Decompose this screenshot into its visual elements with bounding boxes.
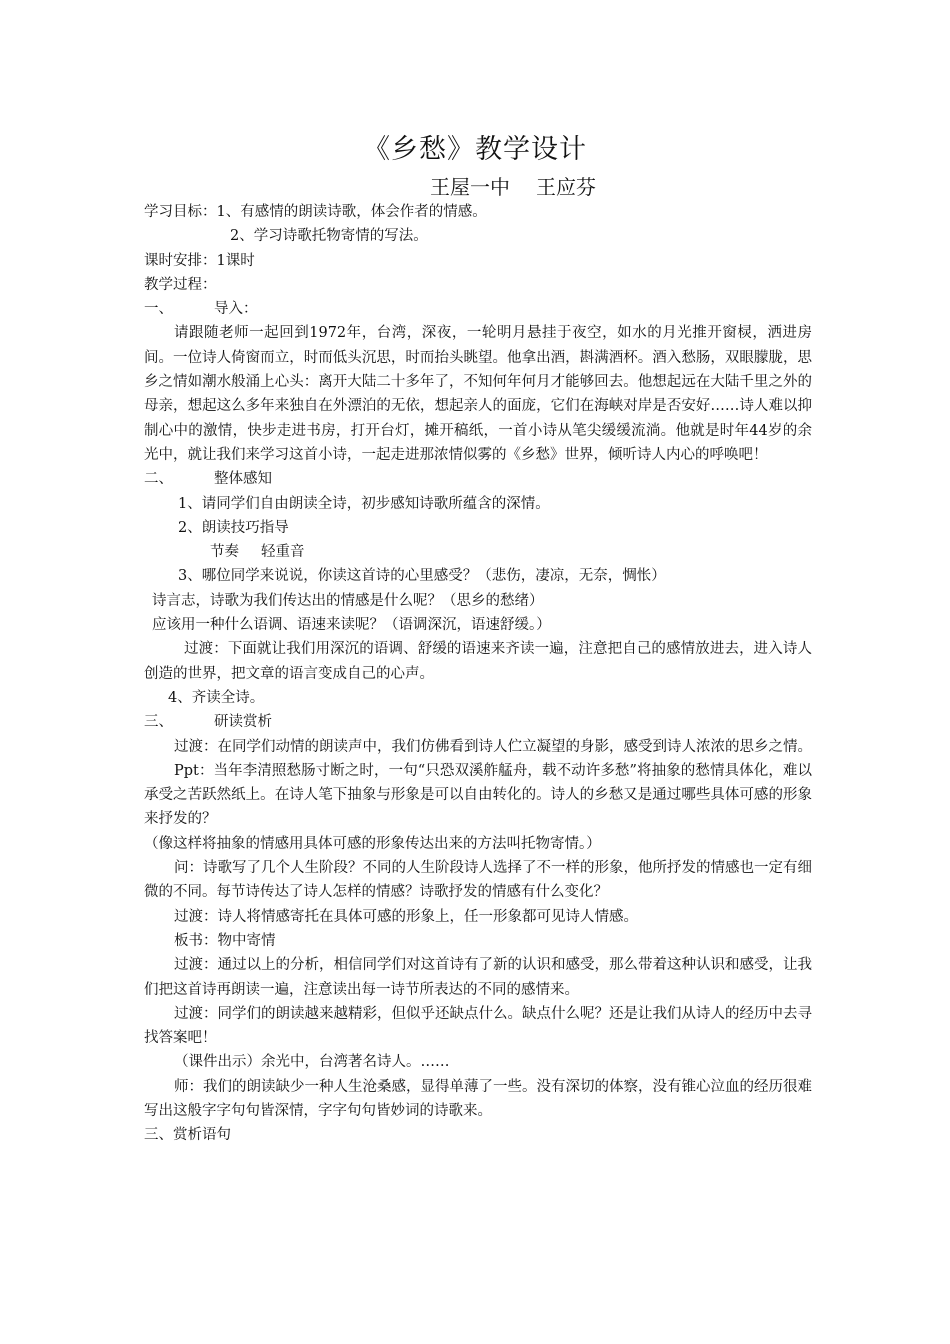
sec2-question-emotion: 诗言志，诗歌为我们传达出的情感是什么呢？（思乡的愁绪） bbox=[152, 592, 544, 609]
section-4-heading: 三、赏析语句 bbox=[144, 1127, 231, 1144]
sec3-board: 板书：物中寄情 bbox=[174, 932, 276, 949]
section-3-title: 研读赏析 bbox=[214, 714, 272, 731]
sec3-note: （像这样将抽象的情感用具体可感的形象传达出来的方法叫托物寄情。） bbox=[144, 835, 601, 852]
section-3-number: 三、 bbox=[144, 714, 173, 731]
learning-goal-1: 1、有感情的朗读诗歌，体会作者的情感。 bbox=[216, 204, 487, 220]
sec3-courseware: （课件出示）余光中，台湾著名诗人。…… bbox=[174, 1054, 450, 1071]
section-1-number: 一、 bbox=[144, 301, 173, 318]
reading-tips bbox=[144, 540, 812, 564]
tip-stress: 轻重音 bbox=[261, 544, 305, 561]
sec2-item-4: 4、齐读全诗。 bbox=[168, 689, 265, 706]
learning-goals-label: 学习目标： bbox=[144, 204, 217, 220]
author-line bbox=[430, 173, 596, 201]
sec3-question: 问：诗歌写了几个人生阶段？不同的人生阶段诗人选择了不一样的形象，他所抒发的情感也一定有细微的不同。每节诗传达了诗人怎样的情感？诗歌抒发的情感有什么变化？ bbox=[144, 860, 812, 901]
section-1-title: 导入： bbox=[214, 301, 258, 318]
section-1-heading bbox=[144, 297, 812, 321]
learning-goals-line1 bbox=[144, 200, 812, 224]
sec2-item-2: 2、朗读技巧指导 bbox=[178, 519, 289, 536]
sec2-item-1: 1、请同学们自由朗读全诗，初步感知诗歌所蕴含的深情。 bbox=[178, 495, 550, 512]
sec3-transition-3: 过渡：通过以上的分析，相信同学们对这首诗有了新的认识和感受，那么带着这种认识和感受，让我们把这首诗再朗读一遍，注意读出每一诗节所表达的不同的感情来。 bbox=[144, 957, 812, 998]
document-body bbox=[144, 200, 812, 1148]
sec3-ppt: Ppt：当年李清照愁肠寸断之时，一句“只恐双溪舴艋舟，载不动许多愁”将抽象的愁情具体化，难以承受之苦跃然纸上。在诗人笔下抽象与形象是可以自由转化的。诗人的乡愁又是通过哪些具体可感的形象来抒发的？ bbox=[144, 762, 812, 828]
section-2-heading bbox=[144, 467, 812, 491]
sec3-teacher: 师：我们的朗读缺少一种人生沧桑感，显得单薄了一些。没有深切的体察，没有锥心泣血的经历很难写出这般字字句句皆深情，字字句句皆妙词的诗歌来。 bbox=[144, 1078, 812, 1119]
sec2-item-3: 3、哪位同学来说说，你读这首诗的心里感受？（悲伤，凄凉，无奈，惆怅） bbox=[178, 568, 666, 585]
sec3-transition-2: 过渡：诗人将情感寄托在具体可感的形象上，任一形象都可见诗人情感。 bbox=[174, 908, 638, 925]
tip-rhythm: 节奏 bbox=[210, 544, 239, 561]
author-name: 王应芬 bbox=[536, 175, 596, 199]
sec3-transition-1: 过渡：在同学们动情的朗读声中，我们仿佛看到诗人伫立凝望的身影，感受到诗人浓浓的思乡之情。 bbox=[174, 738, 812, 755]
author-school: 王屋一中 bbox=[430, 175, 510, 199]
section-2-number: 二、 bbox=[144, 471, 173, 488]
sec2-transition: 过渡：下面就让我们用深沉的语调、舒缓的语速来齐读一遍，注意把自己的感情放进去，进入诗人创造的世界，把文章的语言变成自己的心声。 bbox=[144, 641, 812, 682]
schedule: 课时安排：1课时 bbox=[144, 252, 255, 269]
intro-paragraph: 请跟随老师一起回到1972年，台湾，深夜，一轮明月悬挂于夜空，如水的月光推开窗棂，洒进房间。一位诗人倚窗而立，时而低头沉思，时而抬头眺望。他拿出酒，斟满酒杯。酒入愁肠，双眼朦胧，思乡之情如潮水般涌上心头：离开大陆二十多年了，不知何年何月才能够回去。他想起远在大陆千里之外的母亲，想起这么多年来独自在外漂泊的无依，想起亲人的面庞，它们在海峡对岸是否安好……诗人难以抑制心中的激情，快步走进书房，打开台灯，摊开稿纸，一首小诗从笔尖缓缓流淌。他就是时年44岁的余光中，就让我们来学习这首小诗，一起走进那浓情似雾的《乡愁》世界，倾听诗人内心的呼唤吧！ bbox=[144, 325, 812, 463]
document-title: 《乡愁》教学设计 bbox=[363, 134, 587, 165]
learning-goal-2: 2、学习诗歌托物寄情的写法。 bbox=[230, 228, 428, 245]
process-heading: 教学过程： bbox=[144, 276, 217, 293]
sec2-question-tone: 应该用一种什么语调、语速来读呢？（语调深沉，语速舒缓。） bbox=[152, 617, 551, 634]
sec3-transition-4: 过渡：同学们的朗读越来越精彩，但似乎还缺点什么。缺点什么呢？还是让我们从诗人的经历中去寻找答案吧！ bbox=[144, 1005, 812, 1047]
section-3-heading bbox=[144, 710, 812, 734]
section-2-title: 整体感知 bbox=[214, 471, 272, 488]
